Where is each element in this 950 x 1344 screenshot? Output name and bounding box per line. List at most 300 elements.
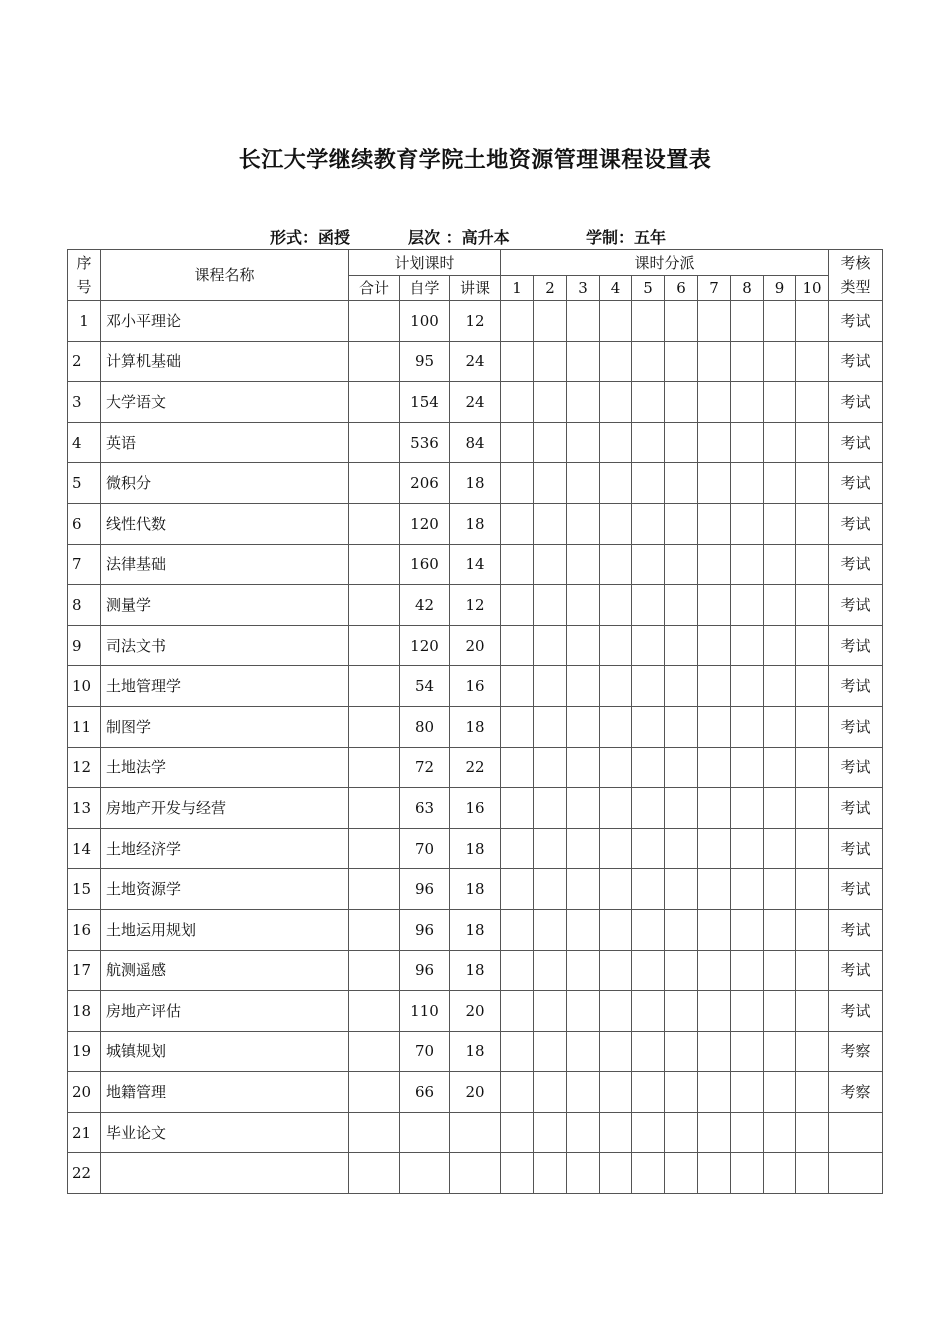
term-hours-cell bbox=[534, 666, 567, 707]
term-hours-cell bbox=[501, 950, 534, 991]
course-name: 土地法学 bbox=[101, 747, 349, 788]
exam-header-line1: 考核 bbox=[840, 254, 871, 272]
table-row bbox=[68, 909, 883, 950]
self-study-hours: 70 bbox=[400, 1031, 450, 1072]
term-hours-cell bbox=[665, 666, 698, 707]
term-hours-cell bbox=[665, 706, 698, 747]
term-hours-cell bbox=[632, 869, 665, 910]
term-hours-cell bbox=[731, 301, 764, 342]
term-hours-cell bbox=[731, 585, 764, 626]
exam-type: 考试 bbox=[829, 828, 883, 869]
term-hours-cell bbox=[698, 544, 731, 585]
term-hours-cell bbox=[534, 706, 567, 747]
table-row bbox=[68, 463, 883, 504]
lecture-hours: 12 bbox=[450, 301, 501, 342]
term-hours-cell bbox=[567, 382, 600, 423]
term-hours-cell bbox=[567, 666, 600, 707]
program-info bbox=[0, 225, 950, 249]
lecture-hours: 18 bbox=[450, 463, 501, 504]
course-name: 地籍管理 bbox=[101, 1072, 349, 1113]
term-hours-cell bbox=[764, 301, 796, 342]
term-hours-cell bbox=[764, 422, 796, 463]
term-hours-cell bbox=[665, 991, 698, 1032]
term-hours-cell bbox=[501, 544, 534, 585]
term-hours-cell bbox=[600, 706, 632, 747]
term-hours-cell bbox=[567, 301, 600, 342]
term-hours-cell bbox=[600, 382, 632, 423]
term-hours-cell bbox=[731, 503, 764, 544]
term-hours-cell bbox=[665, 1112, 698, 1153]
term-hours-cell bbox=[731, 382, 764, 423]
total-hours bbox=[349, 544, 400, 585]
term-hours-cell bbox=[534, 1112, 567, 1153]
term-hours-cell bbox=[632, 382, 665, 423]
course-name: 英语 bbox=[101, 422, 349, 463]
term-hours-cell bbox=[501, 991, 534, 1032]
table-row bbox=[68, 382, 883, 423]
term-hours-cell bbox=[665, 382, 698, 423]
table-row bbox=[68, 747, 883, 788]
term-hours-cell bbox=[665, 869, 698, 910]
row-number: 8 bbox=[68, 585, 101, 626]
total-hours bbox=[349, 1112, 400, 1153]
total-hours bbox=[349, 950, 400, 991]
term-hours-cell bbox=[534, 301, 567, 342]
term-hours-cell bbox=[665, 747, 698, 788]
term-hours-cell bbox=[731, 666, 764, 707]
term-hours-cell bbox=[534, 625, 567, 666]
term-hours-cell bbox=[698, 869, 731, 910]
term-hours-cell bbox=[764, 585, 796, 626]
table-row bbox=[68, 341, 883, 382]
term-hours-cell bbox=[501, 788, 534, 829]
term-hours-cell bbox=[698, 1031, 731, 1072]
table-row bbox=[68, 706, 883, 747]
term-hours-cell bbox=[632, 828, 665, 869]
term-hours-cell bbox=[764, 1112, 796, 1153]
term-hours-cell bbox=[698, 666, 731, 707]
term-hours-cell bbox=[600, 991, 632, 1032]
term-hours-cell bbox=[764, 544, 796, 585]
row-number: 18 bbox=[68, 991, 101, 1032]
lecture-hours: 18 bbox=[450, 909, 501, 950]
term-hours-cell bbox=[534, 422, 567, 463]
term-hours-cell bbox=[567, 625, 600, 666]
term-hours-cell bbox=[534, 991, 567, 1032]
row-number: 1 bbox=[68, 301, 101, 342]
table-row bbox=[68, 666, 883, 707]
term-hours-cell bbox=[764, 463, 796, 504]
row-number: 11 bbox=[68, 706, 101, 747]
lecture-hours: 84 bbox=[450, 422, 501, 463]
course-name: 土地经济学 bbox=[101, 828, 349, 869]
total-hours bbox=[349, 341, 400, 382]
term-hours-cell bbox=[698, 788, 731, 829]
term-hours-cell bbox=[501, 301, 534, 342]
term-hours-cell bbox=[665, 1031, 698, 1072]
term-hours-cell bbox=[764, 341, 796, 382]
term-hours-cell bbox=[764, 828, 796, 869]
table-row bbox=[68, 828, 883, 869]
row-number: 19 bbox=[68, 1031, 101, 1072]
total-hours bbox=[349, 1031, 400, 1072]
row-number: 4 bbox=[68, 422, 101, 463]
term-hours-cell bbox=[698, 991, 731, 1032]
self-study-hours: 206 bbox=[400, 463, 450, 504]
term-hours-cell bbox=[567, 909, 600, 950]
term-hours-cell bbox=[731, 828, 764, 869]
term-hours-cell bbox=[796, 341, 829, 382]
term-hours-cell bbox=[632, 625, 665, 666]
term-hours-cell bbox=[665, 828, 698, 869]
self-study-hours bbox=[400, 1112, 450, 1153]
term-hours-cell bbox=[501, 1031, 534, 1072]
course-name: 制图学 bbox=[101, 706, 349, 747]
table-row bbox=[68, 788, 883, 829]
term-hours-cell bbox=[731, 788, 764, 829]
lecture-hours: 16 bbox=[450, 666, 501, 707]
term-hours-cell bbox=[731, 463, 764, 504]
term-hours-cell bbox=[764, 869, 796, 910]
term-hours-cell bbox=[501, 869, 534, 910]
term-hours-cell bbox=[698, 747, 731, 788]
term-hours-cell bbox=[600, 503, 632, 544]
term-hours-cell bbox=[665, 950, 698, 991]
term-hours-cell bbox=[796, 991, 829, 1032]
seq-header-line2: 号 bbox=[76, 278, 92, 296]
study-level: 层次 ：高升本 bbox=[408, 228, 510, 247]
term-hours-cell bbox=[698, 301, 731, 342]
term-hours-cell bbox=[632, 1031, 665, 1072]
term-hours-cell bbox=[600, 544, 632, 585]
term-hours-cell bbox=[764, 503, 796, 544]
term-hours-cell bbox=[600, 950, 632, 991]
term-hours-cell bbox=[764, 991, 796, 1032]
term-hours-cell bbox=[764, 1072, 796, 1113]
term-hours-cell bbox=[731, 625, 764, 666]
self-study-hours: 154 bbox=[400, 382, 450, 423]
term-hours-cell bbox=[632, 1153, 665, 1194]
term-hours-cell bbox=[632, 422, 665, 463]
term-hours-cell bbox=[600, 828, 632, 869]
term-hours-cell bbox=[665, 301, 698, 342]
self-study-hours: 100 bbox=[400, 301, 450, 342]
term-hours-cell bbox=[534, 503, 567, 544]
course-name: 大学语文 bbox=[101, 382, 349, 423]
row-number: 7 bbox=[68, 544, 101, 585]
study-form: 形式：函授 bbox=[270, 228, 351, 247]
term-hours-cell bbox=[632, 341, 665, 382]
term-hours-cell bbox=[632, 544, 665, 585]
term-hours-cell bbox=[796, 301, 829, 342]
term-hours-cell bbox=[698, 382, 731, 423]
term-hours-cell bbox=[567, 991, 600, 1032]
term-hours-cell bbox=[698, 585, 731, 626]
term-hours-cell bbox=[665, 1153, 698, 1194]
term-hours-cell bbox=[698, 950, 731, 991]
term-hours-cell bbox=[796, 869, 829, 910]
term-hours-cell bbox=[567, 950, 600, 991]
table-row bbox=[68, 991, 883, 1032]
total-hours bbox=[349, 585, 400, 626]
term-header: 9 bbox=[764, 276, 796, 301]
term-hours-cell bbox=[600, 666, 632, 707]
table-row bbox=[68, 585, 883, 626]
row-number: 14 bbox=[68, 828, 101, 869]
exam-type: 考试 bbox=[829, 341, 883, 382]
term-hours-cell bbox=[600, 1031, 632, 1072]
term-hours-cell bbox=[796, 585, 829, 626]
term-hours-cell bbox=[796, 1031, 829, 1072]
header-row-1 bbox=[68, 250, 883, 276]
total-hours bbox=[349, 666, 400, 707]
term-hours-cell bbox=[796, 382, 829, 423]
term-hours-cell bbox=[764, 950, 796, 991]
lecture-hours: 24 bbox=[450, 341, 501, 382]
total-hours bbox=[349, 747, 400, 788]
term-hours-cell bbox=[567, 1153, 600, 1194]
self-study-hours: 54 bbox=[400, 666, 450, 707]
term-hours-cell bbox=[534, 382, 567, 423]
term-hours-cell bbox=[501, 666, 534, 707]
lecture-hours: 12 bbox=[450, 585, 501, 626]
term-hours-cell bbox=[665, 341, 698, 382]
term-hours-cell bbox=[501, 382, 534, 423]
term-hours-cell bbox=[501, 747, 534, 788]
course-name: 司法文书 bbox=[101, 625, 349, 666]
self-study-hours: 72 bbox=[400, 747, 450, 788]
course-name: 房地产评估 bbox=[101, 991, 349, 1032]
term-hours-cell bbox=[731, 950, 764, 991]
term-hours-cell bbox=[665, 909, 698, 950]
course-name: 计算机基础 bbox=[101, 341, 349, 382]
page-title: 长江大学继续教育学院土地资源管理课程设置表 bbox=[238, 148, 712, 173]
total-hours bbox=[349, 909, 400, 950]
exam-type: 考试 bbox=[829, 788, 883, 829]
term-hours-cell bbox=[600, 301, 632, 342]
term-hours-cell bbox=[600, 341, 632, 382]
term-hours-cell bbox=[731, 1112, 764, 1153]
term-hours-cell bbox=[534, 544, 567, 585]
lecture-hours: 22 bbox=[450, 747, 501, 788]
total-hours bbox=[349, 301, 400, 342]
term-hours-cell bbox=[796, 909, 829, 950]
term-hours-cell bbox=[632, 503, 665, 544]
term-hours-cell bbox=[600, 625, 632, 666]
term-hours-cell bbox=[731, 706, 764, 747]
term-hours-cell bbox=[534, 463, 567, 504]
term-hours-cell bbox=[632, 585, 665, 626]
term-hours-cell bbox=[731, 1072, 764, 1113]
term-hours-cell bbox=[731, 1031, 764, 1072]
row-number: 15 bbox=[68, 869, 101, 910]
row-number: 20 bbox=[68, 1072, 101, 1113]
term-hours-cell bbox=[665, 463, 698, 504]
course-name bbox=[101, 1153, 349, 1194]
term-header: 10 bbox=[796, 276, 829, 301]
term-hours-cell bbox=[567, 706, 600, 747]
term-hours-cell bbox=[632, 301, 665, 342]
term-hours-cell bbox=[501, 585, 534, 626]
term-hours-cell bbox=[698, 909, 731, 950]
term-hours-cell bbox=[567, 1112, 600, 1153]
lecture-hours: 18 bbox=[450, 828, 501, 869]
self-study-hours: 536 bbox=[400, 422, 450, 463]
term-hours-cell bbox=[600, 1153, 632, 1194]
total-header: 合计 bbox=[349, 276, 400, 301]
term-hours-cell bbox=[501, 828, 534, 869]
row-number: 3 bbox=[68, 382, 101, 423]
term-header: 7 bbox=[698, 276, 731, 301]
self-study-hours: 110 bbox=[400, 991, 450, 1032]
exam-type: 考察 bbox=[829, 1072, 883, 1113]
table-row bbox=[68, 1153, 883, 1194]
term-hours-cell bbox=[534, 747, 567, 788]
table-row bbox=[68, 301, 883, 342]
row-number: 12 bbox=[68, 747, 101, 788]
term-hours-cell bbox=[698, 828, 731, 869]
lecture-hours: 18 bbox=[450, 869, 501, 910]
table-row bbox=[68, 422, 883, 463]
course-name: 法律基础 bbox=[101, 544, 349, 585]
total-hours bbox=[349, 382, 400, 423]
term-hours-cell bbox=[632, 1112, 665, 1153]
course-name: 邓小平理论 bbox=[101, 301, 349, 342]
course-name: 城镇规划 bbox=[101, 1031, 349, 1072]
term-hours-cell bbox=[567, 463, 600, 504]
course-name: 测量学 bbox=[101, 585, 349, 626]
term-hours-cell bbox=[698, 503, 731, 544]
table-row bbox=[68, 503, 883, 544]
self-study-hours: 120 bbox=[400, 625, 450, 666]
term-hours-cell bbox=[501, 463, 534, 504]
term-hours-cell bbox=[534, 1153, 567, 1194]
term-hours-cell bbox=[501, 1112, 534, 1153]
term-hours-cell bbox=[632, 1072, 665, 1113]
total-hours bbox=[349, 1072, 400, 1113]
self-study-hours: 80 bbox=[400, 706, 450, 747]
row-number: 2 bbox=[68, 341, 101, 382]
term-hours-cell bbox=[600, 1112, 632, 1153]
exam-type: 考察 bbox=[829, 1031, 883, 1072]
term-hours-cell bbox=[632, 788, 665, 829]
term-hours-cell bbox=[698, 1112, 731, 1153]
self-study-hours: 42 bbox=[400, 585, 450, 626]
self-study-hours: 96 bbox=[400, 909, 450, 950]
term-hours-cell bbox=[698, 341, 731, 382]
term-hours-cell bbox=[534, 828, 567, 869]
total-hours bbox=[349, 1153, 400, 1194]
term-hours-cell bbox=[534, 788, 567, 829]
term-header: 2 bbox=[534, 276, 567, 301]
term-hours-cell bbox=[731, 341, 764, 382]
term-hours-cell bbox=[796, 747, 829, 788]
exam-type-header bbox=[829, 250, 883, 301]
total-hours bbox=[349, 869, 400, 910]
term-hours-cell bbox=[501, 706, 534, 747]
term-hours-cell bbox=[698, 625, 731, 666]
term-hours-cell bbox=[665, 1072, 698, 1113]
total-hours bbox=[349, 625, 400, 666]
exam-header-line2: 类型 bbox=[840, 278, 871, 296]
term-hours-cell bbox=[731, 1153, 764, 1194]
exam-type bbox=[829, 1112, 883, 1153]
term-hours-cell bbox=[632, 666, 665, 707]
term-hours-cell bbox=[796, 625, 829, 666]
term-hours-cell bbox=[600, 463, 632, 504]
term-hours-cell bbox=[796, 503, 829, 544]
exam-type: 考试 bbox=[829, 422, 883, 463]
exam-type: 考试 bbox=[829, 301, 883, 342]
self-study-hours bbox=[400, 1153, 450, 1194]
term-hours-cell bbox=[698, 422, 731, 463]
term-hours-cell bbox=[600, 1072, 632, 1113]
lecture-hours bbox=[450, 1153, 501, 1194]
exam-type: 考试 bbox=[829, 706, 883, 747]
table-row bbox=[68, 1031, 883, 1072]
term-hours-cell bbox=[796, 828, 829, 869]
term-hours-cell bbox=[600, 909, 632, 950]
self-study-hours: 63 bbox=[400, 788, 450, 829]
term-hours-cell bbox=[665, 544, 698, 585]
term-hours-cell bbox=[534, 341, 567, 382]
term-hours-cell bbox=[698, 1072, 731, 1113]
term-hours-cell bbox=[501, 1153, 534, 1194]
term-hours-cell bbox=[501, 503, 534, 544]
row-number: 17 bbox=[68, 950, 101, 991]
term-hours-cell bbox=[764, 666, 796, 707]
course-name: 航测遥感 bbox=[101, 950, 349, 991]
term-hours-cell bbox=[731, 909, 764, 950]
lecture-hours bbox=[450, 1112, 501, 1153]
lecture-hours: 20 bbox=[450, 991, 501, 1032]
self-study-hours: 160 bbox=[400, 544, 450, 585]
table-row bbox=[68, 625, 883, 666]
term-hours-cell bbox=[764, 747, 796, 788]
term-hours-cell bbox=[764, 1031, 796, 1072]
hour-distribution-header: 课时分派 bbox=[501, 250, 829, 276]
lecture-hours: 18 bbox=[450, 1031, 501, 1072]
exam-type: 考试 bbox=[829, 991, 883, 1032]
total-hours bbox=[349, 503, 400, 544]
term-hours-cell bbox=[731, 991, 764, 1032]
course-name: 土地运用规划 bbox=[101, 909, 349, 950]
exam-type: 考试 bbox=[829, 909, 883, 950]
total-hours bbox=[349, 788, 400, 829]
term-hours-cell bbox=[632, 991, 665, 1032]
term-hours-cell bbox=[731, 747, 764, 788]
exam-type: 考试 bbox=[829, 747, 883, 788]
exam-type: 考试 bbox=[829, 625, 883, 666]
self-study-hours: 70 bbox=[400, 828, 450, 869]
term-hours-cell bbox=[534, 585, 567, 626]
term-hours-cell bbox=[600, 869, 632, 910]
table-row bbox=[68, 1112, 883, 1153]
term-hours-cell bbox=[665, 422, 698, 463]
total-hours bbox=[349, 828, 400, 869]
term-hours-cell bbox=[731, 422, 764, 463]
term-hours-cell bbox=[534, 950, 567, 991]
term-hours-cell bbox=[665, 585, 698, 626]
term-hours-cell bbox=[796, 544, 829, 585]
term-hours-cell bbox=[534, 869, 567, 910]
term-hours-cell bbox=[698, 463, 731, 504]
term-hours-cell bbox=[764, 625, 796, 666]
row-number: 6 bbox=[68, 503, 101, 544]
term-hours-cell bbox=[632, 747, 665, 788]
term-hours-cell bbox=[731, 869, 764, 910]
term-hours-cell bbox=[534, 1072, 567, 1113]
